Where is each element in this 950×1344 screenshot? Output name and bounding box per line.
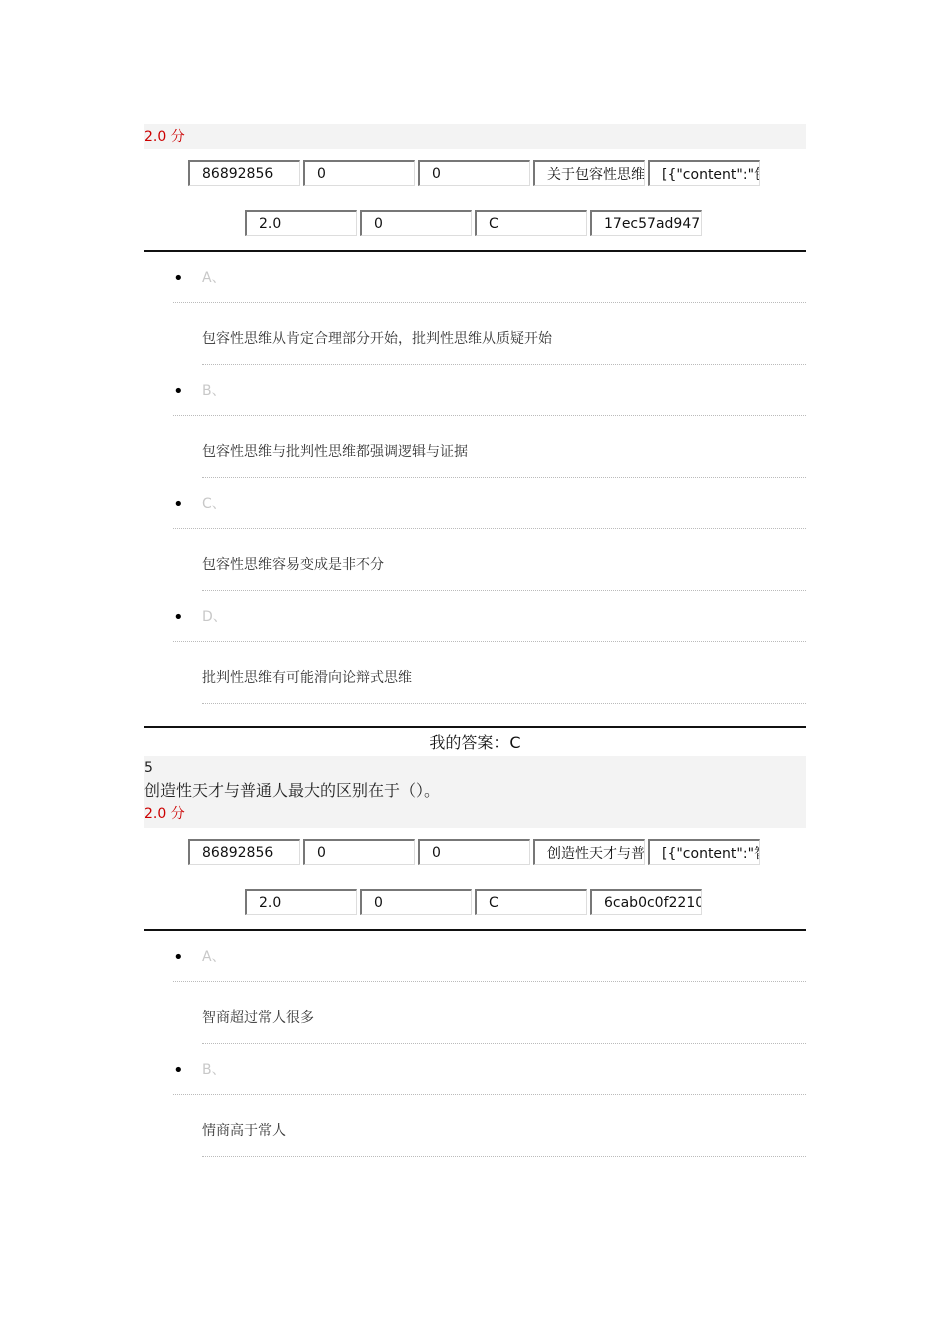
option-text: 智商超过常人很多	[202, 1010, 314, 1026]
option-text: 包容性思维与批判性思维都强调逻辑与证据	[202, 444, 468, 460]
field-hash[interactable]	[590, 210, 702, 236]
option-list	[144, 931, 806, 1157]
field-answer[interactable]	[475, 889, 587, 915]
field-flag-3[interactable]	[360, 889, 472, 915]
option-letter: A、	[202, 949, 226, 965]
field-question-id[interactable]	[188, 839, 300, 865]
page-content	[144, 124, 806, 1157]
field-flag-1[interactable]	[303, 839, 415, 865]
bullet-icon: •	[173, 947, 184, 968]
field-options-json[interactable]	[648, 160, 760, 186]
option-letter: B、	[202, 1062, 226, 1078]
question-header	[144, 124, 806, 149]
field-flag-2[interactable]	[418, 839, 530, 865]
question-score: 2.0 分	[144, 129, 185, 145]
hidden-fields-row-1	[144, 160, 806, 188]
field-flag-3[interactable]	[360, 210, 472, 236]
option-a[interactable]	[173, 931, 806, 1044]
bullet-icon: •	[173, 268, 184, 289]
option-letter: B、	[202, 383, 226, 399]
option-letter: D、	[202, 609, 227, 625]
option-d[interactable]	[173, 591, 806, 704]
bullet-icon: •	[173, 494, 184, 515]
divider	[144, 726, 806, 728]
bullet-icon: •	[173, 1060, 184, 1081]
field-question-title[interactable]	[533, 160, 645, 186]
field-options-json[interactable]	[648, 839, 760, 865]
field-question-id[interactable]	[188, 160, 300, 186]
question-title: 创造性天才与普通人最大的区别在于（）。	[144, 781, 441, 800]
option-letter: C、	[202, 496, 226, 512]
question-number: 5	[144, 760, 153, 776]
field-flag-2[interactable]	[418, 160, 530, 186]
hidden-fields-row-2	[144, 889, 806, 917]
field-answer[interactable]	[475, 210, 587, 236]
question-score: 2.0 分	[144, 806, 185, 822]
my-answer: 我的答案：C	[429, 733, 521, 752]
option-letter: A、	[202, 270, 226, 286]
hidden-fields-row-2	[144, 210, 806, 238]
question-header	[144, 756, 806, 828]
option-a[interactable]	[173, 252, 806, 365]
field-hash[interactable]	[590, 889, 702, 915]
field-flag-1[interactable]	[303, 160, 415, 186]
option-text: 批判性思维有可能滑向论辩式思维	[202, 670, 412, 686]
option-text: 包容性思维从肯定合理部分开始，批判性思维从质疑开始	[202, 331, 552, 347]
option-c[interactable]	[173, 478, 806, 591]
field-score[interactable]	[245, 889, 357, 915]
bullet-icon: •	[173, 607, 184, 628]
field-question-title[interactable]	[533, 839, 645, 865]
option-text: 包容性思维容易变成是非不分	[202, 557, 384, 573]
option-b[interactable]	[173, 1044, 806, 1157]
field-score[interactable]	[245, 210, 357, 236]
option-text: 情商高于常人	[202, 1123, 286, 1139]
option-list	[144, 252, 806, 704]
bullet-icon: •	[173, 381, 184, 402]
hidden-fields-row-1	[144, 839, 806, 867]
option-b[interactable]	[173, 365, 806, 478]
